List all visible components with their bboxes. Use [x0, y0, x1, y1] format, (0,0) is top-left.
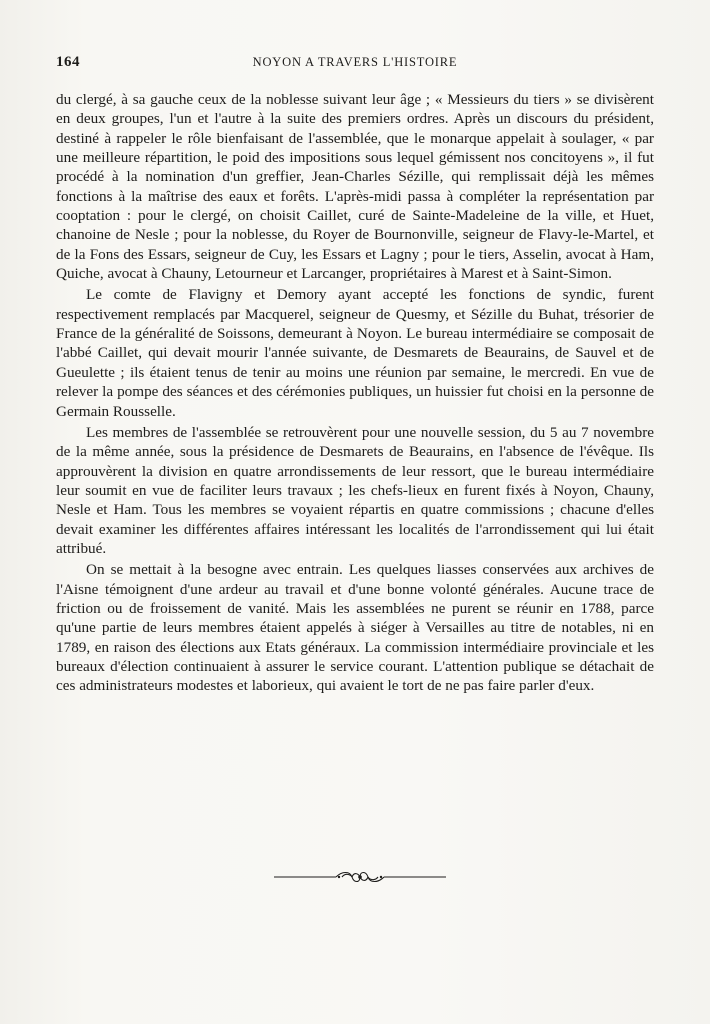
- scroll-ornament-icon: [272, 869, 448, 885]
- page-header: [56, 54, 654, 76]
- page-number: 164: [56, 54, 80, 70]
- body-text: [56, 90, 654, 698]
- running-title: NOYON A TRAVERS L'HISTOIRE: [252, 55, 458, 69]
- paragraph-1: du clergé, à sa gauche ceux de la noblesse suivant leur âge ; « Messieurs du tiers » se divisèrent en deux groupes, l'un et l'autre à la suite des premiers ordres. Après un discours du président, destiné à rappeler le rôle bienfaisant de l'assemblée, que le monarque appelait à soulager, « par une meilleure répartition, le poid des impositions sous lequel gémissent nos concitoyens », il fut procédé à la nomination d'un greffier, Jean-Charles Sézille, qui remplissait déjà les mêmes fonctions à la maîtrise des eaux et forêts. L'après-midi passa à compléter la représentation par cooptation : pour le clergé, on choisit Caillet, curé de Sainte-Madeleine de la ville, et Huet, chanoine de Nesle ; pour la noblesse, du Royer de Bournonville, seigneur de Flavy-le-Martel, et de la Fons des Essars, seigneur de Cuy, les Essars et Lagny ; pour le tiers, Asselin, avocat à Ham, Quiche, avocat à Chauny, Letourneur et Larcanger, propriétaires à Marest et à Saint-Simon.: [56, 91, 654, 283]
- paragraph-3: Les membres de l'assemblée se retrouvèrent pour une nouvelle session, du 5 au 7 novembre de la même année, sous la présidence de Desmarets de Beaurains, en l'absence de l'évêque. Ils approuvèrent la division en quatre arrondissements de leur ressort, que le bureau intermédiaire leur soumit en vue de faciliter leurs travaux ; les chefs-lieux en furent fixés à Noyon, Chauny, Nesle et Ham. Tous les membres se voyaient répartis en quatre commissions ; chacune d'elles devait examiner les différentes affaires intéressant les localités de l'arrondissement qui lui était attribué.: [56, 423, 654, 557]
- paragraph-4: On se mettait à la besogne avec entrain. Les quelques liasses conservées aux archives de l'Aisne témoignent d'une ardeur au travail et d'une bonne volonté générales. Aucune trace de friction ou de froissement de vanité. Mais les assemblées ne purent se réunir en 1788, parce qu'une partie de leurs membres étaient appelés à siéger à Versailles au titre de notables, ni en 1789, en raison des élections aux Etats généraux. La commission intermédiaire provinciale et les bureaux d'élection continuaient à assurer le service courant. L'attention publique se détachait de ces administrateurs modestes et laborieux, qui avaient le tort de ne pas faire parler d'eux.: [56, 561, 654, 695]
- paragraph-2: Le comte de Flavigny et Demory ayant accepté les fonctions de syndic, furent respectivement remplacés par Macquerel, seigneur de Quesmy, et Sézille du Buhat, trésorier de France de la généralité de Soissons, demeurant à Noyon. Le bureau intermédiaire se composait de l'abbé Caillet, qui devait mourir l'année suivante, de Desmarets de Beaurains, de Sauvel et de Gueulette ; ils étaient tenus de tenir au moins une réunion par semaine, le mercredi. En vue de relever la pompe des séances et des cérémonies publiques, un huissier fut choisi en la personne de Germain Rousselle.: [56, 286, 654, 420]
